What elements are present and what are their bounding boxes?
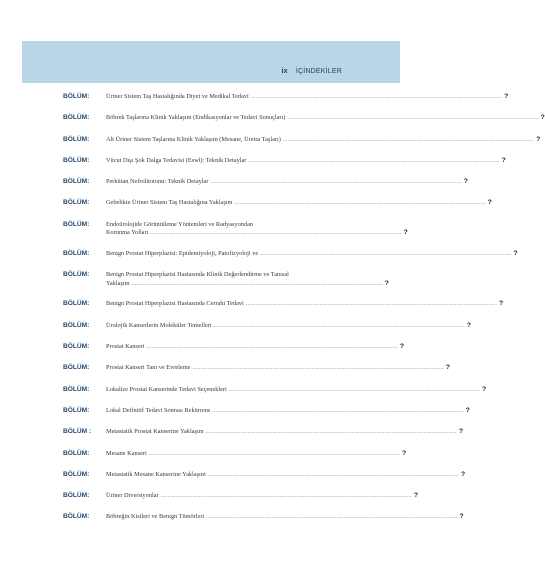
chapter-label: BÖLÜM: xyxy=(63,93,90,100)
chapter-title-line: Alt Üriner Sistem Taşlarına Klinik Yaklaşım (Mesane, Üretra Taşları) xyxy=(106,135,281,143)
dot-leader xyxy=(246,300,497,308)
chapter-title xyxy=(106,322,471,330)
dot-leader xyxy=(206,428,457,436)
page-ref: ? xyxy=(402,449,407,457)
chapter-title xyxy=(106,178,468,186)
toc-entry[interactable] xyxy=(63,406,470,415)
chapter-title-line: Vücut Dışı Şok Dalga Tedavisi (Eswl): Teknik Detaylar xyxy=(106,156,247,164)
chapter-label: BÖLÜM: xyxy=(63,449,90,457)
dot-leader xyxy=(132,280,383,288)
page-ref: ? xyxy=(463,178,468,186)
chapter-title xyxy=(106,364,450,372)
chapter-label: BÖLÜM: xyxy=(63,156,90,164)
page-ref: ? xyxy=(465,406,470,414)
chapter-title-line: Prostat Kanseri Tanı ve Evreleme xyxy=(106,364,191,372)
chapter-title-line: Gebelikte Üriner Sistem Taş Hastalığına Yaklaşım xyxy=(106,199,233,207)
dot-leader xyxy=(229,386,480,394)
chapter-label: BÖLÜM: xyxy=(63,385,90,393)
dot-leader xyxy=(206,513,457,521)
chapter-title-line: Benign Prostat Hiperplazisi Hastasında Cerrahi Tedavi xyxy=(106,300,244,308)
toc-entry[interactable] xyxy=(63,513,464,521)
dot-leader xyxy=(214,322,465,330)
toc-entry[interactable] xyxy=(63,199,492,207)
chapter-title-line: Üriner Sistem Taş Hastalığında Diyet ve Medikal Tedavi xyxy=(106,93,249,100)
chapter-title-line: Ürolojik Kanserlerin Moleküler Temelleri xyxy=(106,321,212,329)
chapter-title xyxy=(106,136,540,144)
chapter-title xyxy=(106,386,486,394)
chapter-title xyxy=(106,343,404,351)
toc-entry[interactable] xyxy=(63,220,408,238)
toc-entry[interactable] xyxy=(63,449,407,458)
page-ref: ? xyxy=(466,321,471,329)
chapter-title xyxy=(106,492,418,500)
page-ref: ? xyxy=(459,513,464,521)
chapter-title-line: Benign Prostat Hiperplazisi: Epidemiyoloji, Patofizyoloji ve xyxy=(106,249,259,257)
header-band xyxy=(22,41,400,83)
chapter-label: BÖLÜM: xyxy=(63,470,90,478)
chapter-label: BÖLÜM: xyxy=(63,220,90,228)
dot-leader xyxy=(147,343,398,351)
toc-entry[interactable] xyxy=(63,156,506,165)
chapter-title xyxy=(106,407,470,415)
chapter-title-line: Böbreğin Kistleri ve Benign Tümörleri xyxy=(106,513,205,521)
dot-leader xyxy=(283,136,534,144)
dot-leader xyxy=(234,199,485,207)
chapter-label: BÖLÜM: xyxy=(63,300,90,308)
chapter-title xyxy=(106,450,406,458)
page-ref: ? xyxy=(504,93,509,100)
page-ref: ? xyxy=(413,492,419,500)
header-text xyxy=(281,68,342,75)
toc-entry[interactable] xyxy=(63,470,466,479)
chapter-title-line: Metastatik Prostat Kanserine Yaklaşım xyxy=(106,428,204,436)
chapter-title-line: Perkütan Nefrolitotomi: Teknik Detaylar xyxy=(106,178,209,186)
page-ref: ? xyxy=(403,229,408,237)
dot-leader xyxy=(260,250,511,258)
toc-entry[interactable] xyxy=(63,492,419,500)
dot-leader xyxy=(210,178,461,186)
toc-entry[interactable] xyxy=(63,321,471,330)
toc-entry[interactable] xyxy=(63,271,389,288)
toc-entry[interactable] xyxy=(63,385,487,394)
chapter-title xyxy=(106,271,389,288)
chapter-label: BÖLÜM: xyxy=(63,513,90,521)
chapter-title-line: Lokalize Prostat Kanserinde Tedavi Seçenekleri xyxy=(106,385,227,393)
chapter-title xyxy=(106,114,545,122)
chapter-title xyxy=(106,250,518,258)
chapter-label: BÖLÜM: xyxy=(63,178,90,186)
dot-leader xyxy=(251,93,502,101)
chapter-title-line: Prostat Kanseri xyxy=(106,343,145,351)
dot-leader xyxy=(208,471,459,479)
chapter-label: BÖLÜM: xyxy=(63,135,90,143)
page-ref: ? xyxy=(536,135,541,143)
toc-entry[interactable] xyxy=(63,93,509,101)
chapter-title-line: Böbrek Taşlarına Klinik Yaklaşım (Endikasyonlar ve Tedavi Sonuçları) xyxy=(106,114,286,122)
dot-leader xyxy=(149,450,400,458)
page-ref: ? xyxy=(399,343,405,351)
page-ref: ? xyxy=(384,279,389,287)
page-ref: ? xyxy=(487,199,492,207)
page-number: ix xyxy=(281,68,288,75)
chapter-title xyxy=(106,428,463,436)
toc-entry[interactable] xyxy=(63,300,504,308)
chapter-label: BÖLÜM: xyxy=(63,271,90,279)
chapter-title xyxy=(106,221,408,238)
chapter-title-line: Yaklaşım xyxy=(106,279,130,287)
chapter-title-line: Metastatik Mesane Kanserine Yaklaşım xyxy=(106,470,206,478)
chapter-title-line: Üriner Diversiyonlar xyxy=(106,492,159,500)
page-ref: ? xyxy=(460,470,466,478)
page-title: İÇİNDEKİLER xyxy=(295,68,342,75)
chapter-label: BÖLÜM: xyxy=(63,321,90,329)
toc-entry[interactable] xyxy=(63,135,541,144)
page-ref: ? xyxy=(499,300,504,308)
toc-entry[interactable] xyxy=(63,249,518,258)
page-ref: ? xyxy=(458,428,463,436)
page-ref: ? xyxy=(501,156,506,164)
chapter-label: BÖLÜM: xyxy=(63,364,90,372)
chapter-title-line: Benign Prostat Hiperplazisi Hastasında Klinik Değerlendirme ve Tanısal xyxy=(106,271,289,279)
chapter-label: BÖLÜM: xyxy=(63,199,90,207)
toc-entry[interactable] xyxy=(63,428,463,436)
chapter-title xyxy=(106,471,465,479)
chapter-title xyxy=(106,199,492,207)
chapter-title-line: Endoürolojide Görüntüleme Yöntemleri ve Radyasyondan xyxy=(106,220,254,228)
table-of-contents xyxy=(63,93,545,535)
dot-leader xyxy=(161,492,412,500)
chapter-label: BÖLÜM: xyxy=(63,492,90,500)
dot-leader xyxy=(212,407,463,415)
chapter-label: BÖLÜM: xyxy=(63,249,90,257)
chapter-title-line: Lokal Definitif Tedavi Sonrası Rekürrens xyxy=(106,406,211,414)
chapter-title-line: Mesane Kanseri xyxy=(106,449,147,457)
chapter-title xyxy=(106,157,506,165)
chapter-title-line: Korunma Yolları xyxy=(106,229,149,237)
dot-leader xyxy=(150,229,401,237)
toc-entry[interactable] xyxy=(63,178,468,186)
chapter-label: BÖLÜM: xyxy=(63,114,90,122)
page-ref: ? xyxy=(540,114,545,122)
chapter-title xyxy=(106,513,464,521)
dot-leader xyxy=(248,157,499,165)
toc-entry[interactable] xyxy=(63,364,450,372)
page-ref: ? xyxy=(482,385,487,393)
chapter-label: BÖLÜM : xyxy=(63,428,92,436)
toc-entry[interactable] xyxy=(63,114,545,122)
dot-leader xyxy=(192,364,443,372)
page-ref: ? xyxy=(445,364,450,372)
chapter-title xyxy=(106,300,503,308)
dot-leader xyxy=(287,114,538,122)
page-ref: ? xyxy=(513,249,518,257)
toc-entry[interactable] xyxy=(63,343,405,351)
chapter-label: BÖLÜM: xyxy=(63,343,90,351)
chapter-label: BÖLÜM: xyxy=(63,406,90,414)
chapter-title xyxy=(106,93,508,101)
